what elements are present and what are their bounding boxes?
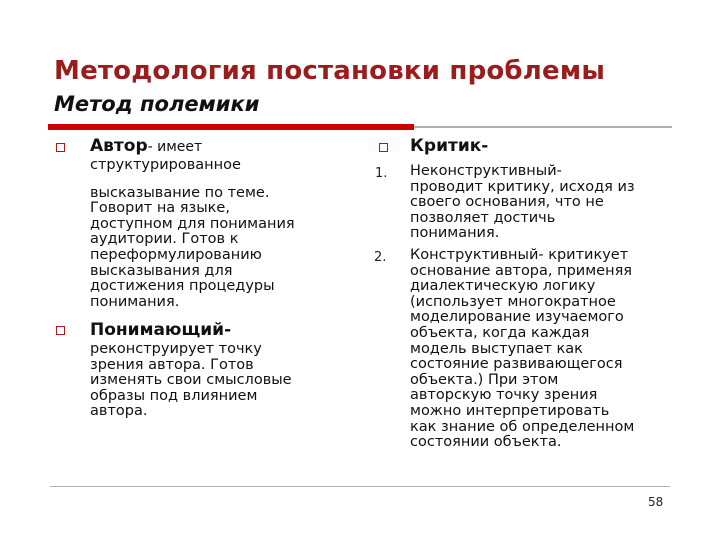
understanding-line: реконструирует точку [90, 341, 262, 357]
author-line: Говорит на языке, [90, 200, 230, 217]
author-line: достижения процедуры [90, 278, 275, 295]
critic-line: моделирование изучаемого [410, 309, 624, 326]
critic-line: можно интерпретировать [410, 402, 610, 419]
author-label-rest: - имеет [147, 139, 203, 155]
bullet-square-icon [379, 143, 388, 152]
page-number: 58 [648, 495, 664, 509]
critic-line: объекта, когда каждая [410, 324, 590, 341]
critic-line: модель выступает как [410, 340, 583, 357]
critic-line: Конструктивный- критикует [410, 247, 629, 263]
author-line [90, 174, 295, 186]
understanding-line: образы под влиянием [90, 387, 258, 404]
slide-subtitle: Метод полемики [54, 92, 260, 116]
critic-heading: Критик- [410, 136, 489, 156]
critic-line: проводит критику, исходя из [410, 178, 635, 195]
critic-line: основание автора, применяя [410, 262, 633, 279]
critic-line: позволяет достичь [410, 209, 556, 226]
bullet-square-icon [56, 326, 65, 335]
critic-line: состояние развивающегося [410, 356, 623, 373]
author-line: структурированное [90, 157, 241, 173]
item-number: 2. [374, 250, 387, 265]
footer-rule [50, 486, 670, 487]
header-rule [414, 126, 672, 128]
author-text [90, 158, 295, 310]
critic-line: объекта.) При этом [410, 371, 559, 388]
critic-line: состоянии объекта. [410, 434, 562, 451]
understanding-text [90, 342, 292, 420]
slide-title: Методология постановки проблемы [54, 56, 606, 86]
critic-line: (использует многократное [410, 293, 616, 310]
understanding-line: зрения автора. Готов [90, 356, 254, 373]
understanding-line: изменять свои смысловые [90, 372, 292, 389]
critic-line: своего основания, что не [410, 194, 604, 211]
header-rule-accent [48, 124, 414, 130]
critic-line: авторскую точку зрения [410, 387, 598, 404]
author-line: переформулированию [90, 246, 262, 263]
bullet-square-icon [56, 143, 65, 152]
item-number: 1. [375, 166, 388, 181]
critic-item-2-text [410, 248, 634, 451]
critic-line: Неконструктивный- [410, 163, 562, 179]
author-label: Автор [90, 136, 148, 156]
author-heading [90, 136, 202, 157]
author-line: доступном для понимания [90, 215, 295, 232]
author-line: высказывание по теме. [90, 184, 270, 201]
critic-line: диалектическую логику [410, 278, 596, 295]
author-line: понимания. [90, 293, 180, 310]
critic-line: понимания. [410, 225, 500, 242]
understanding-line: автора. [90, 403, 148, 420]
understanding-heading: Понимающий- [90, 320, 232, 340]
critic-line: как знание об определенном [410, 418, 635, 435]
author-line: аудитории. Готов к [90, 231, 239, 248]
author-line: высказывания для [90, 262, 233, 279]
critic-item-1-text [410, 164, 635, 242]
